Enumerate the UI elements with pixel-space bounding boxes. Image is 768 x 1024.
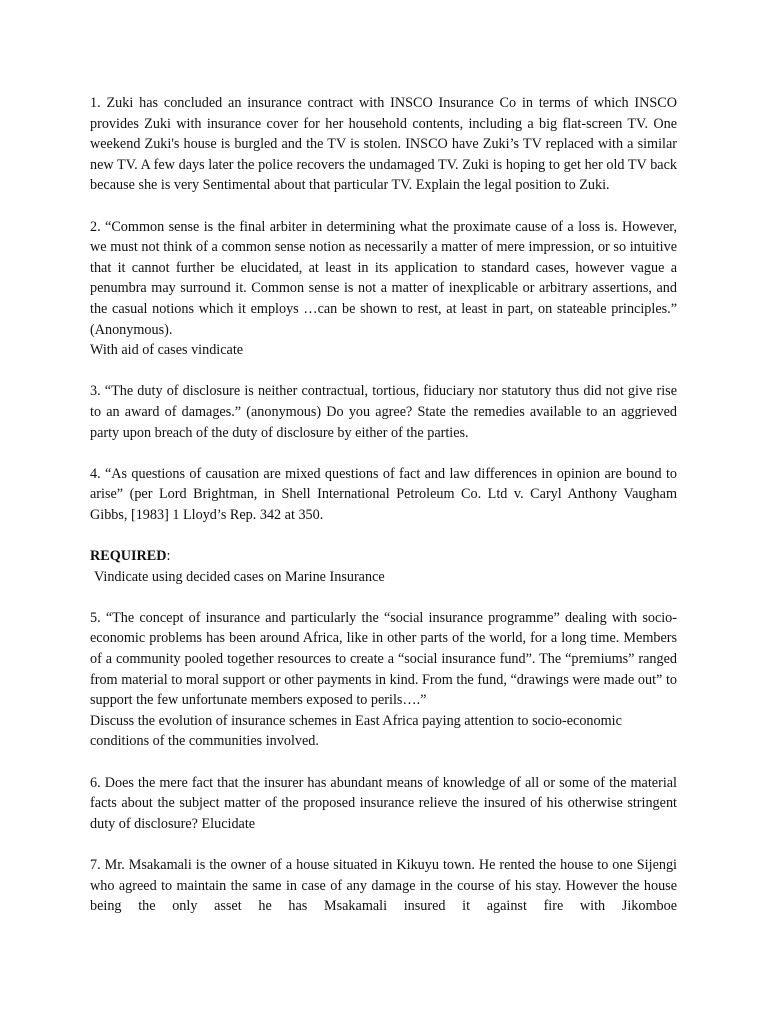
question-2 — [90, 217, 677, 361]
question-3: 3. “The duty of disclosure is neither contractual, tortious, fiduciary nor statutory thus did not give rise to an award of damages.” (anonymous) Do you agree? State the remedies available to an aggrieved party upon breach of the duty of disclosure by either of the parties. — [90, 383, 677, 441]
required-label: REQUIRED — [90, 548, 167, 565]
question-1: 1. Zuki has concluded an insurance contract with INSCO Insurance Co in terms of which INSCO provides Zuki with insurance cover for her household contents, including a big flat-screen TV. One weekend Zuki's house is burgled and the TV is stolen. INSCO have Zuki’s TV replaced with a similar new TV. A few days later the police recovers the undamaged TV. Zuki is hoping to get her old TV back because she is very Sentimental about that particular TV. Explain the legal position to Zuki. — [90, 95, 677, 194]
question-5 — [90, 608, 677, 752]
question-2-text: 2. “Common sense is the final arbiter in determining what the proximate cause of a loss is. However, we must not think of a common sense notion as necessarily a matter of mere impression, or so intuitive that it cannot further be elucidated, at least in its application to standard cases, however vague a penumbra may surround it. Common sense is not a matter of inexplicable or arbitrary assertions, and the casual notions which it employs …can be shown to rest, at least in part, on stateable principles.” (Anonymous). — [90, 218, 677, 338]
question-5-followup: Discuss the evolution of insurance schemes in East Africa paying attention to socio-economic conditions of the communities involved. — [90, 712, 622, 750]
required-instruction: Vindicate using decided cases on Marine Insurance — [94, 568, 385, 585]
required-colon: : — [166, 548, 171, 565]
required-heading — [90, 548, 170, 564]
document-page — [90, 93, 677, 917]
question-5-text: 5. “The concept of insurance and particularly the “social insurance programme” dealing with socio-economic problems has been around Africa, like in other parts of the world, for a long time. Members of a community pooled together resources to create a “social insurance fund”. The “premiums” ranged from material to moral support or other payments in kind. From the fund, “drawings were made out” to support the few unfortunate members exposed to perils….” — [90, 609, 677, 709]
question-2-followup: With aid of cases vindicate — [90, 342, 244, 359]
question-4: 4. “As questions of causation are mixed questions of fact and law differences in opinion are bound to arise” (per Lord Brightman, in Shell International Petroleum Co. Ltd v. Caryl Anthony Vaugham Gibbs, [1983] 1 Lloyd’s Rep. 342 at 350. — [90, 465, 677, 523]
question-6: 6. Does the mere fact that the insurer has abundant means of knowledge of all or some of the material facts about the subject matter of the proposed insurance relieve the insured of his otherwise stringent duty of disclosure? Elucidate — [90, 774, 677, 832]
required-section — [90, 546, 677, 587]
question-7: 7. Mr. Msakamali is the owner of a house situated in Kikuyu town. He rented the house to one Sijengi who agreed to maintain the same in case of any damage in the course of his stay. However the house being the only asset he has Msakamali insured it against fire with Jikomboe — [90, 856, 677, 915]
